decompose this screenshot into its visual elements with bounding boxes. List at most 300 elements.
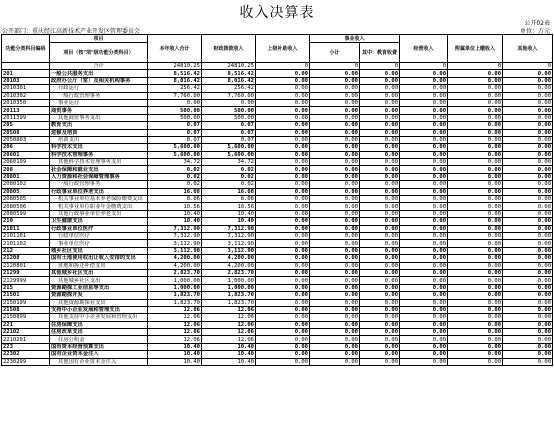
row-other: 0.00 [503,203,553,210]
row-subtotal: 0.00 [310,314,360,321]
row-operating: 0.00 [400,173,448,180]
table-row [2,336,553,343]
table-row [2,70,553,77]
row-other: 0.00 [503,173,553,180]
row-fiscal: 500.00 [202,114,256,121]
row-subordinate: 0.00 [448,247,503,254]
row-edu-fee: 0.00 [360,85,400,92]
row-fiscal: 1,823.70 [202,292,256,299]
row-other: 0.00 [503,321,553,328]
row-name: 一般行政管理事务 [50,181,148,188]
row-name: 社会保障和就业支出 [50,166,148,173]
table-body [2,63,553,366]
row-subordinate: 0.00 [448,314,503,321]
department-label: 公开部门：重庆经江高新技术产业开发区管理委员会 [2,28,141,35]
row-superior: 0.00 [256,151,310,158]
row-operating: 0.00 [400,336,448,343]
row-superior: 0.00 [256,225,310,232]
row-superior: 0.00 [256,314,310,321]
row-edu-fee: 0.00 [360,107,400,114]
row-subordinate: 0.00 [448,284,503,291]
unit-label: 单位：万元 [519,28,550,35]
row-subordinate: 0.00 [448,329,503,336]
row-subtotal: 0.00 [310,77,360,84]
table-row [2,284,553,291]
row-fiscal: 8.06 [202,196,256,203]
row-operating: 0.00 [400,255,448,262]
row-operating: 0.00 [400,70,448,77]
row-total: 0.02 [148,181,202,188]
row-fiscal: 500.00 [202,107,256,114]
row-superior: 0.00 [256,210,310,217]
header-operating: 经营收入 [400,35,448,63]
row-code: 223 [2,343,50,350]
row-fiscal: 7,312.90 [202,225,256,232]
row-name: 行政单位医疗 [50,232,148,239]
row-name: 其他城乡社区支出 [50,269,148,276]
row-code: 2011399 [2,114,50,121]
row-subordinate: 0.00 [448,262,503,269]
row-code: 2050803 [2,136,50,143]
row-fiscal: 10.40 [202,351,256,358]
row-operating: 0.00 [400,210,448,217]
table-row [2,306,553,313]
row-code: 22302 [2,351,50,358]
row-other: 0.00 [503,159,553,166]
row-code: 20113 [2,107,50,114]
row-subordinate: 0.00 [448,225,503,232]
row-edu-fee: 0.00 [360,99,400,106]
row-fiscal: 0.02 [202,166,256,173]
row-subordinate: 0 [448,63,503,70]
row-name: 人力资源和社会保障管理事务 [50,173,148,180]
row-edu-fee: 0.00 [360,321,400,328]
row-fiscal: 10.40 [202,358,256,365]
row-name: 国有资本经营预算支出 [50,343,148,350]
row-total: 256.42 [148,85,202,92]
row-other: 0.00 [503,255,553,262]
row-fiscal: 7,760.00 [202,92,256,99]
row-subtotal: 0.00 [310,173,360,180]
row-subtotal: 0.00 [310,269,360,276]
row-superior: 0.00 [256,306,310,313]
row-subordinate: 0.00 [448,159,503,166]
row-edu-fee: 0.00 [360,203,400,210]
row-edu-fee: 0.00 [360,232,400,239]
row-operating: 0.00 [400,159,448,166]
row-subtotal: 0.00 [310,159,360,166]
row-operating: 0.00 [400,99,448,106]
row-fiscal: 0.07 [202,122,256,129]
row-other: 0.00 [503,277,553,284]
row-code: 2230299 [2,358,50,365]
row-subtotal: 0.00 [310,114,360,121]
row-code: 221 [2,321,50,328]
table-row [2,358,553,365]
row-edu-fee: 0.00 [360,181,400,188]
row-subordinate: 0.00 [448,196,503,203]
row-subtotal: 0.00 [310,210,360,217]
row-total: 8,016.42 [148,77,202,84]
table-row [2,85,553,92]
row-other: 0.00 [503,188,553,195]
row-subtotal: 0.00 [310,277,360,284]
row-total: 12.06 [148,321,202,328]
row-total: 10.40 [148,358,202,365]
row-fiscal: 0.07 [202,136,256,143]
row-subordinate: 0.00 [448,321,503,328]
row-subtotal: 0.00 [310,144,360,151]
row-subtotal: 0.00 [310,292,360,299]
row-superior: 0.00 [256,144,310,151]
row-other: 0.00 [503,151,553,158]
row-total: 12.06 [148,306,202,313]
row-superior: 0.00 [256,159,310,166]
row-operating: 0.00 [400,343,448,350]
row-other: 0.00 [503,284,553,291]
row-name: 机关事业单位基本养老保险缴费支出 [50,196,148,203]
row-subordinate: 0.00 [448,255,503,262]
row-code: 20805 [2,188,50,195]
table-row [2,122,553,129]
row-total: 10.40 [148,351,202,358]
row-name: 事业运行 [50,99,148,106]
row-name: 资源勘探工业信息等支出 [50,284,148,291]
row-edu-fee: 0.00 [360,144,400,151]
table-row [2,92,553,99]
row-superior: 0.00 [256,247,310,254]
row-total: 500.00 [148,107,202,114]
row-fiscal: 10.56 [202,203,256,210]
row-superior: 0.00 [256,358,310,365]
row-edu-fee: 0.00 [360,255,400,262]
row-total: 12.06 [148,314,202,321]
row-other: 0.00 [503,247,553,254]
row-operating: 0.00 [400,247,448,254]
row-total: 7,312.90 [148,232,202,239]
row-fiscal: 0.02 [202,181,256,188]
row-code: 2120801 [2,262,50,269]
row-subtotal: 0.00 [310,218,360,225]
row-fiscal: 5,600.00 [202,151,256,158]
table-row [2,255,553,262]
row-superior: 0.00 [256,173,310,180]
row-name: 其他城乡社区支出 [50,277,148,284]
row-subtotal: 0.00 [310,255,360,262]
table-row [2,218,553,225]
row-subordinate: 0.00 [448,77,503,84]
row-subordinate: 0.00 [448,70,503,77]
table-row [2,269,553,276]
row-subtotal: 0.00 [310,232,360,239]
table-row [2,188,553,195]
row-superior: 0.00 [256,329,310,336]
row-subtotal: 0.00 [310,351,360,358]
row-other: 0.00 [503,85,553,92]
row-subtotal: 0.00 [310,188,360,195]
row-name: 合计 [50,63,148,70]
row-total: 16.08 [148,188,202,195]
row-code: 21011 [2,225,50,232]
row-name: 科学技术管理事务 [50,151,148,158]
row-name: 其他行政事业单位养老支出 [50,210,148,217]
row-subordinate: 0.00 [448,203,503,210]
row-edu-fee: 0.00 [360,343,400,350]
row-edu-fee: 0.00 [360,136,400,143]
row-total: 1,000.00 [148,284,202,291]
row-fiscal: 0.00 [202,99,256,106]
row-code: 2080505 [2,196,50,203]
row-subtotal: 0.00 [310,70,360,77]
row-subtotal: 0.00 [310,225,360,232]
row-total: 1,823.70 [148,292,202,299]
row-subtotal: 0.00 [310,240,360,247]
row-other: 0.00 [503,99,553,106]
row-other: 0.00 [503,351,553,358]
row-superior: 0.00 [256,255,310,262]
row-fiscal: 34.72 [202,159,256,166]
row-total: 7,760.00 [148,92,202,99]
table-row [2,159,553,166]
table-row [2,277,553,284]
row-total: 0.07 [148,122,202,129]
row-name: 科学技术支出 [50,144,148,151]
row-code: 212 [2,247,50,254]
row-name: 其他资源勘探业支出 [50,299,148,306]
row-total: 34.72 [148,159,202,166]
table-row [2,63,553,70]
row-fiscal: 10.40 [202,218,256,225]
row-fiscal: 7,312.90 [202,232,256,239]
row-other: 0.00 [503,144,553,151]
row-code: 201 [2,70,50,77]
row-other: 0.00 [503,210,553,217]
row-superior: 0.00 [256,336,310,343]
row-name: 征地和拆迁补偿支出 [50,262,148,269]
row-superior: 0.00 [256,77,310,84]
row-name: 卫生健康支出 [50,218,148,225]
row-edu-fee: 0.00 [360,92,400,99]
row-fiscal: 0.02 [202,173,256,180]
row-operating: 0.00 [400,181,448,188]
row-subtotal: 0.00 [310,203,360,210]
row-operating: 0.00 [400,299,448,306]
row-superior: 0.00 [256,181,310,188]
row-edu-fee: 0.00 [360,218,400,225]
row-total: 0.00 [148,99,202,106]
page-title: 收入决算表 [239,5,315,21]
row-other: 0.00 [503,292,553,299]
row-subordinate: 0.00 [448,188,503,195]
row-total: 0.07 [148,129,202,136]
header-superior: 上级补助收入 [256,35,310,63]
income-table [1,34,553,366]
row-total: 10.56 [148,203,202,210]
row-fiscal: 10.40 [202,210,256,217]
row-subordinate: 0.00 [448,85,503,92]
row-other: 0.00 [503,314,553,321]
row-total: 1,823.70 [148,299,202,306]
row-subordinate: 0.00 [448,151,503,158]
meta-row [2,26,552,34]
row-subtotal: 0.00 [310,85,360,92]
row-operating: 0.00 [400,144,448,151]
row-edu-fee: 0.00 [360,284,400,291]
row-superior: 0.00 [256,114,310,121]
row-superior: 0.00 [256,321,310,328]
row-superior: 0.00 [256,166,310,173]
row-code: 2150899 [2,314,50,321]
table-row [2,225,553,232]
row-other: 0.00 [503,306,553,313]
row-subordinate: 0.00 [448,336,503,343]
row-name: 国有土地使用权出让收入安排的支出 [50,255,148,262]
row-operating: 0.00 [400,358,448,365]
row-code: 21508 [2,306,50,313]
row-operating: 0 [400,63,448,70]
row-operating: 0.00 [400,203,448,210]
row-edu-fee: 0.00 [360,159,400,166]
row-name: 机关事业单位职业年金缴费支出 [50,203,148,210]
table-row [2,114,553,121]
row-name: 城乡社区支出 [50,247,148,254]
row-other: 0.00 [503,336,553,343]
row-total: 24810.25 [148,63,202,70]
row-code: 2129999 [2,277,50,284]
row-fiscal: 3,112.90 [202,240,256,247]
row-total: 5,600.00 [148,151,202,158]
row-subordinate: 0.00 [448,358,503,365]
row-fiscal: 8,016.42 [202,77,256,84]
row-total: 10.40 [148,343,202,350]
row-subtotal: 0.00 [310,343,360,350]
table-row [2,136,553,143]
row-code: 2080102 [2,181,50,188]
row-fiscal: 1,000.00 [202,284,256,291]
row-name: 其他国有企业资本金注入 [50,358,148,365]
row-operating: 0.00 [400,277,448,284]
row-code: 2101101 [2,232,50,239]
row-operating: 0.00 [400,151,448,158]
row-code: 21501 [2,292,50,299]
row-superior: 0.00 [256,277,310,284]
row-operating: 0.00 [400,351,448,358]
row-other: 0.00 [503,218,553,225]
row-subordinate: 0.00 [448,107,503,114]
header-item-name: 项目（按"项"级功能分类科目） [50,43,148,63]
table-row [2,232,553,239]
row-edu-fee: 0.00 [360,210,400,217]
row-fiscal: 1,823.70 [202,299,256,306]
row-subtotal: 0.00 [310,107,360,114]
row-operating: 0.00 [400,269,448,276]
row-name: 行政事业单位养老支出 [50,188,148,195]
row-subordinate: 0.00 [448,99,503,106]
row-subordinate: 0.00 [448,277,503,284]
table-row [2,144,553,151]
row-other: 0.00 [503,107,553,114]
row-subtotal: 0.00 [310,306,360,313]
row-other: 0.00 [503,240,553,247]
table-row [2,240,553,247]
row-subordinate: 0.00 [448,343,503,350]
table-row [2,292,553,299]
row-edu-fee: 0.00 [360,277,400,284]
row-subordinate: 0.00 [448,173,503,180]
row-code: 2150199 [2,299,50,306]
table-row [2,299,553,306]
form-number: 公开02表 [524,20,550,27]
row-operating: 0.00 [400,232,448,239]
header-subtotal: 小计 [310,43,360,63]
table-row [2,351,553,358]
row-subordinate: 0.00 [448,292,503,299]
row-fiscal: 12.06 [202,314,256,321]
row-name: 一般公共服务支出 [50,70,148,77]
header-other: 其他收入 [503,35,553,63]
row-other: 0.00 [503,299,553,306]
row-operating: 0.00 [400,107,448,114]
table-row [2,210,553,217]
row-edu-fee: 0.00 [360,351,400,358]
row-subtotal: 0.00 [310,92,360,99]
row-fiscal: 16.08 [202,188,256,195]
row-other: 0.00 [503,269,553,276]
header-item-group: 项目 [50,35,148,43]
row-operating: 0.00 [400,262,448,269]
row-fiscal: 4,200.00 [202,255,256,262]
row-subtotal: 0.00 [310,196,360,203]
table-row [2,321,553,328]
row-operating: 0.00 [400,321,448,328]
row-name: 支持中小企业发展和管理支出 [50,306,148,313]
row-code: 2210201 [2,336,50,343]
row-subordinate: 0.00 [448,144,503,151]
row-fiscal: 12.06 [202,336,256,343]
row-code: 2080506 [2,203,50,210]
row-other: 0.00 [503,129,553,136]
row-edu-fee: 0.00 [360,151,400,158]
row-fiscal: 24810.25 [202,63,256,70]
row-superior: 0.00 [256,299,310,306]
row-superior: 0 [256,63,310,70]
row-subtotal: 0.00 [310,151,360,158]
table-row [2,196,553,203]
row-other: 0.00 [503,358,553,365]
row-edu-fee: 0.00 [360,358,400,365]
table-row [2,173,553,180]
header-func-code: 功能分类科目编码 [2,35,50,63]
row-operating: 0.00 [400,166,448,173]
row-edu-fee: 0.00 [360,240,400,247]
row-name: 行政事业单位医疗 [50,225,148,232]
row-operating: 0.00 [400,292,448,299]
row-subordinate: 0.00 [448,218,503,225]
row-edu-fee: 0.00 [360,122,400,129]
row-fiscal: 2,823.70 [202,269,256,276]
row-subtotal: 0.00 [310,129,360,136]
row-code: 206 [2,144,50,151]
row-subordinate: 0.00 [448,351,503,358]
row-superior: 0.00 [256,343,310,350]
row-superior: 0.00 [256,262,310,269]
row-subordinate: 0.00 [448,269,503,276]
header-edu-fee: 其中：教育收费 [360,43,400,63]
row-name: 教育支出 [50,122,148,129]
row-edu-fee: 0.00 [360,306,400,313]
row-edu-fee: 0.00 [360,196,400,203]
row-superior: 0.00 [256,232,310,239]
